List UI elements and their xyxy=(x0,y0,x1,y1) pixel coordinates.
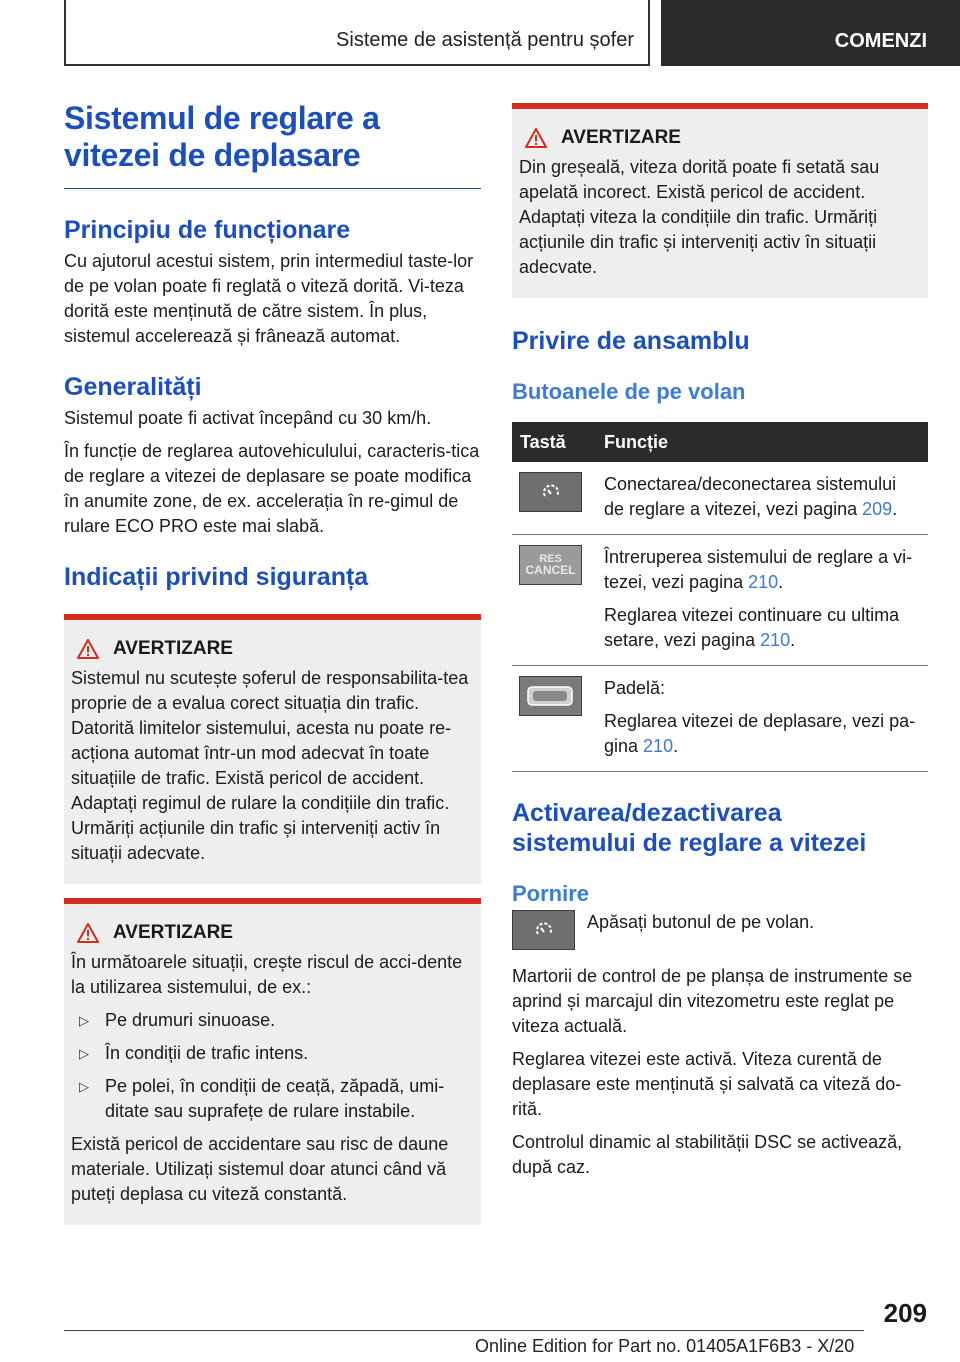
list-item-text: Pe drumuri sinuoase. xyxy=(105,1010,276,1030)
section-title: Sisteme de asistență pentru șofer xyxy=(336,29,634,51)
footer-edition: Online Edition for Part no. 01405A1F6B3 - X/20 xyxy=(475,1336,855,1356)
left-column xyxy=(64,100,481,1225)
paragraph-dsc: Controlul dinamic al stabilității DSC se activează, după caz. xyxy=(512,1132,903,1177)
function-text: Conectarea/deconectarea sistemului de reglare a vitezei, vezi pagina xyxy=(604,474,897,519)
page-link[interactable]: 210 xyxy=(643,736,674,756)
speedometer-icon xyxy=(540,482,562,502)
function-cell xyxy=(596,666,928,772)
res-cancel-label xyxy=(526,554,576,576)
warning-header xyxy=(71,922,474,944)
paddle-icon xyxy=(525,681,577,711)
list-item-text: În condiții de trafic intens. xyxy=(105,1043,309,1063)
speedometer-icon xyxy=(533,920,555,940)
heading-overview: Privire de ansamblu xyxy=(512,327,750,355)
warning-label: AVERTIZARE xyxy=(113,922,233,943)
cancel-label: CANCEL xyxy=(525,563,576,577)
paddle-image xyxy=(519,676,582,716)
bullet-triangle-icon: ▷ xyxy=(79,1013,89,1028)
start-instruction: Apăsați butonul de pe volan. xyxy=(587,912,815,932)
chapter-title: COMENZI xyxy=(834,30,927,52)
res-label: RES xyxy=(539,553,562,565)
res-cancel-button-image xyxy=(519,545,582,585)
function-cell xyxy=(596,462,928,535)
heading-activation: Activarea/dezactivarea sistemului de reglare a vitezei xyxy=(512,799,867,857)
period: . xyxy=(790,630,796,650)
page-link[interactable]: 209 xyxy=(862,499,893,519)
buttons-table xyxy=(512,422,928,772)
section-header xyxy=(64,0,650,66)
list-item xyxy=(71,1008,474,1033)
function-text: Reglarea vitezei continuare cu ultima setare, vezi pagina xyxy=(604,605,900,650)
warning-triangle-icon xyxy=(77,639,99,659)
warning-text: Sistemul nu scutește șoferul de responsabilita-tea proprie de a evalua corect situația din trafic. Datorită limitelor sistemului, acesta nu poate re-acționa automat într-un mod adecvat în toate situațiile de trafic. Există pericol de accident. Adaptați regimul de rulare la condițiile din trafic. Urmăriți acțiunile din trafic și interveniți activ în situații adecvate. xyxy=(71,668,469,863)
function-text: Reglarea vitezei de deplasare, vezi pa-gina xyxy=(604,711,916,756)
warning-triangle-icon xyxy=(525,128,547,148)
warning-box-2 xyxy=(64,898,481,1225)
table-row xyxy=(512,462,928,535)
paragraph-principle: Cu ajutorul acestui sistem, prin intermediul taste-lor de pe volan poate fi reglată o viteză dorită. Vi-teza dorită este menținută de către sistem. În plus, sistemul accelerează și frânează automat. xyxy=(64,251,474,346)
heading-safety: Indicații privind siguranța xyxy=(64,563,369,591)
start-row xyxy=(512,910,928,950)
page-link[interactable]: 210 xyxy=(748,572,779,592)
paragraph-general-2: În funcție de reglarea autovehiculului, caracteris-tica de reglare a vitezei de deplasare se poate modifica în anumite zone, de ex. accelerația în re-gimul de rulare ECO PRO este mai slabă. xyxy=(64,441,480,536)
title-divider xyxy=(64,188,481,189)
paragraph-active: Reglarea vitezei este activă. Viteza curentă de deplasare este menținută și salvată ca viteză do-rită. xyxy=(512,1049,902,1119)
warning-text: Din greșeală, viteza dorită poate fi setată sau apelată incorect. Există pericol de accident. Adaptați viteza la condițiile din trafic. Urmăriți acțiunile din trafic și interveniți activ în situații adecvate. xyxy=(519,157,880,277)
function-text: Întreruperea sistemului de reglare a vi-tezei, vezi pagina xyxy=(604,547,913,592)
period: . xyxy=(673,736,679,756)
table-row xyxy=(512,535,928,666)
paragraph-lights: Martorii de control de pe planșa de instrumente se aprind și marcajul din vitezometru este reglat pe viteza actuală. xyxy=(512,966,913,1036)
footer-divider xyxy=(64,1330,864,1331)
function-text: Padelă: xyxy=(604,678,666,698)
period: . xyxy=(778,572,784,592)
warning-header xyxy=(71,638,474,660)
cruise-control-button-image xyxy=(512,910,575,950)
list-item-text: Pe polei, în condiții de ceață, zăpadă, umi-ditate sau suprafețe de rulare instabile. xyxy=(105,1076,445,1121)
right-column xyxy=(512,100,928,1180)
warning-intro: În următoarele situații, crește riscul de acci-dente la utilizarea sistemului, de ex.: xyxy=(71,952,463,997)
chapter-header xyxy=(661,0,960,66)
heading-general: Generalități xyxy=(64,373,202,401)
key-cell xyxy=(512,462,596,535)
column-header-function: Funcție xyxy=(596,422,928,462)
list-item xyxy=(71,1041,474,1066)
paragraph-general-1: Sistemul poate fi activat începând cu 30 km/h. xyxy=(64,408,432,428)
period: . xyxy=(892,499,898,519)
page-title: Sistemul de reglare a vitezei de deplasare xyxy=(64,100,380,173)
warning-header xyxy=(519,127,921,149)
cruise-control-button-image xyxy=(519,472,582,512)
warning-triangle-icon xyxy=(77,923,99,943)
function-cell xyxy=(596,535,928,666)
bullet-triangle-icon: ▷ xyxy=(79,1046,89,1061)
bullet-triangle-icon: ▷ xyxy=(79,1079,89,1094)
warning-label: AVERTIZARE xyxy=(561,127,681,148)
warning-label: AVERTIZARE xyxy=(113,638,233,659)
page-link[interactable]: 210 xyxy=(760,630,791,650)
page-number: 209 xyxy=(883,1298,927,1328)
table-header-row xyxy=(512,422,928,462)
key-cell xyxy=(512,666,596,772)
list-item xyxy=(71,1074,474,1124)
warning-outro: Există pericol de accidentare sau risc de daune materiale. Utilizați sistemul doar atunci când vă puteți deplasa cu viteză constantă. xyxy=(71,1134,449,1204)
warning-box-3 xyxy=(512,103,928,298)
heading-buttons: Butoanele de pe volan xyxy=(512,379,746,404)
heading-start: Pornire xyxy=(512,881,590,906)
heading-principle: Principiu de funcționare xyxy=(64,216,351,244)
warning-box-1 xyxy=(64,614,481,884)
key-cell xyxy=(512,535,596,666)
table-row xyxy=(512,666,928,772)
column-header-key: Tastă xyxy=(512,422,596,462)
